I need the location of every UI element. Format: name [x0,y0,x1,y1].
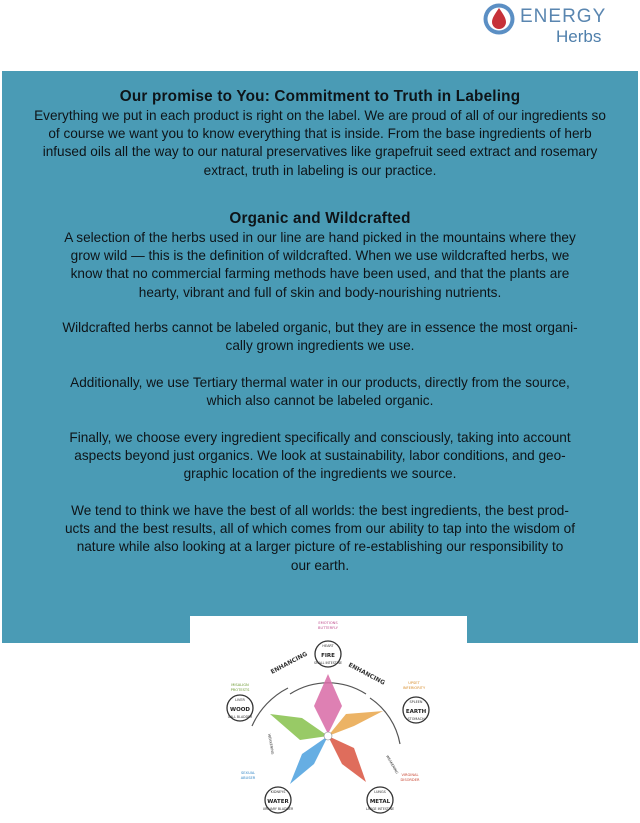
center-star-icon [324,732,332,740]
metal-emotion-1: VIRGINAL [401,773,419,777]
text-line: We tend to think we have the best of all worlds: the best ingredients, the best prod- [71,503,569,518]
wood-emotion-1: MISALIGN [231,683,249,687]
svg-text:STOMACH: STOMACH [407,717,425,721]
text-line: Wildcrafted herbs cannot be labeled organic, but they are in essence the most organi- [62,320,578,335]
paragraph-best-of-worlds [10,502,630,575]
text-line: grow wild — this is the definition of wildcrafted. When we use wildcrafted herbs, we [70,248,570,264]
wood-petal [270,714,328,740]
water-node [263,787,294,813]
svg-text:SPLEEN: SPLEEN [409,700,423,704]
enhancing-arc-right [370,698,400,744]
promise-text [10,107,630,180]
text-line: ucts and the best results, all of which comes from our ability to tap into the wisdom of [64,521,575,537]
text-line: nature while also looking at a larger picture of re-establishing our responsibility to [76,539,564,555]
earth-emotion-1: UPSET [408,681,420,685]
text-line: cally grown ingredients we use. [225,338,415,354]
brand-logo [482,2,612,46]
drop-logo-icon [482,2,516,36]
weakening-label-left: WEAKENING [267,733,275,755]
content-panel [2,71,638,643]
fire-emotion-1: EMOTIONS [318,621,338,625]
svg-text:EARTH: EARTH [405,709,427,715]
metal-petal [328,736,366,782]
text-line: Finally, we choose every ingredient specifically and consciously, taking into account [69,430,571,445]
five-elements-diagram [190,616,467,818]
svg-text:URINARY BLADDER: URINARY BLADDER [262,807,294,811]
five-elements-svg [190,616,467,818]
organic-text [10,229,630,302]
text-line: hearty, vibrant and full of skin and body-nourishing nutrients. [138,284,502,300]
text-line: extract, truth in labeling is our practice. [203,162,437,178]
text-line: A selection of the herbs used in our line are hand picked in the mountains where they [64,230,576,245]
paragraph-sourcing [10,429,630,484]
text-line: infused oils all the way to our natural preservatives like grapefruit seed extract and rosemary [42,144,598,160]
water-emotion-1: SEXUAL [240,771,256,775]
svg-text:LUNGS: LUNGS [374,790,386,794]
paragraph-thermal-water [10,374,630,410]
wood-emotion-2: PROTESTS [230,688,250,692]
text-line: Additionally, we use Tertiary thermal water in our products, directly from the source, [70,375,570,390]
svg-text:LARGE INTESTINE: LARGE INTESTINE [365,807,395,811]
svg-text:SMALL INTESTINE: SMALL INTESTINE [313,661,343,665]
weakening-label-right: WEAKENING [385,754,400,775]
heading-promise: Our promise to You: Commitment to Truth in Labeling [119,88,521,105]
brand-sub: Herbs [556,27,602,46]
fire-emotion-2: BUTTERFLY [318,626,338,630]
metal-emotion-2: DISORDER [400,778,420,782]
svg-text:WATER: WATER [267,799,289,805]
wood-node [227,695,253,721]
metal-node [366,787,394,813]
fire-node [314,641,342,667]
earth-emotion-2: INFERIORITY [402,686,426,690]
brand-name: ENERGY [520,6,607,27]
svg-text:FIRE: FIRE [321,653,335,659]
text-line: know that no commercial farming methods have been used, and that the plants are [70,266,570,282]
enhancing-label-right: ENHANCING [347,661,387,687]
svg-text:WOOD: WOOD [230,707,250,713]
svg-text:HEART: HEART [322,644,334,648]
earth-node [403,697,429,723]
text-line: of course we want you to know everything that is inside. From the base ingredients of herb [48,126,592,142]
text-line: graphic location of the ingredients we source. [183,466,457,482]
svg-text:METAL: METAL [369,799,391,805]
paragraph-wildcrafted [10,319,630,355]
text-line: Everything we put in each product is right on the label. We are proud of all of our ingredients so [34,108,606,123]
water-petal [290,736,328,784]
text-line: our earth. [290,557,350,573]
heading-organic: Organic and Wildcrafted [229,210,411,227]
text-line: aspects beyond just organics. We look at sustainability, labor conditions, and geo- [74,448,566,464]
svg-text:GALL BLADDER: GALL BLADDER [227,715,253,719]
enhancing-label-left: ENHANCING [269,650,309,676]
svg-text:KIDNEYS: KIDNEYS [270,790,286,794]
water-emotion-2: ABUSER [240,776,256,780]
svg-text:LIVER: LIVER [235,698,245,702]
text-line: which also cannot be labeled organic. [206,393,434,409]
